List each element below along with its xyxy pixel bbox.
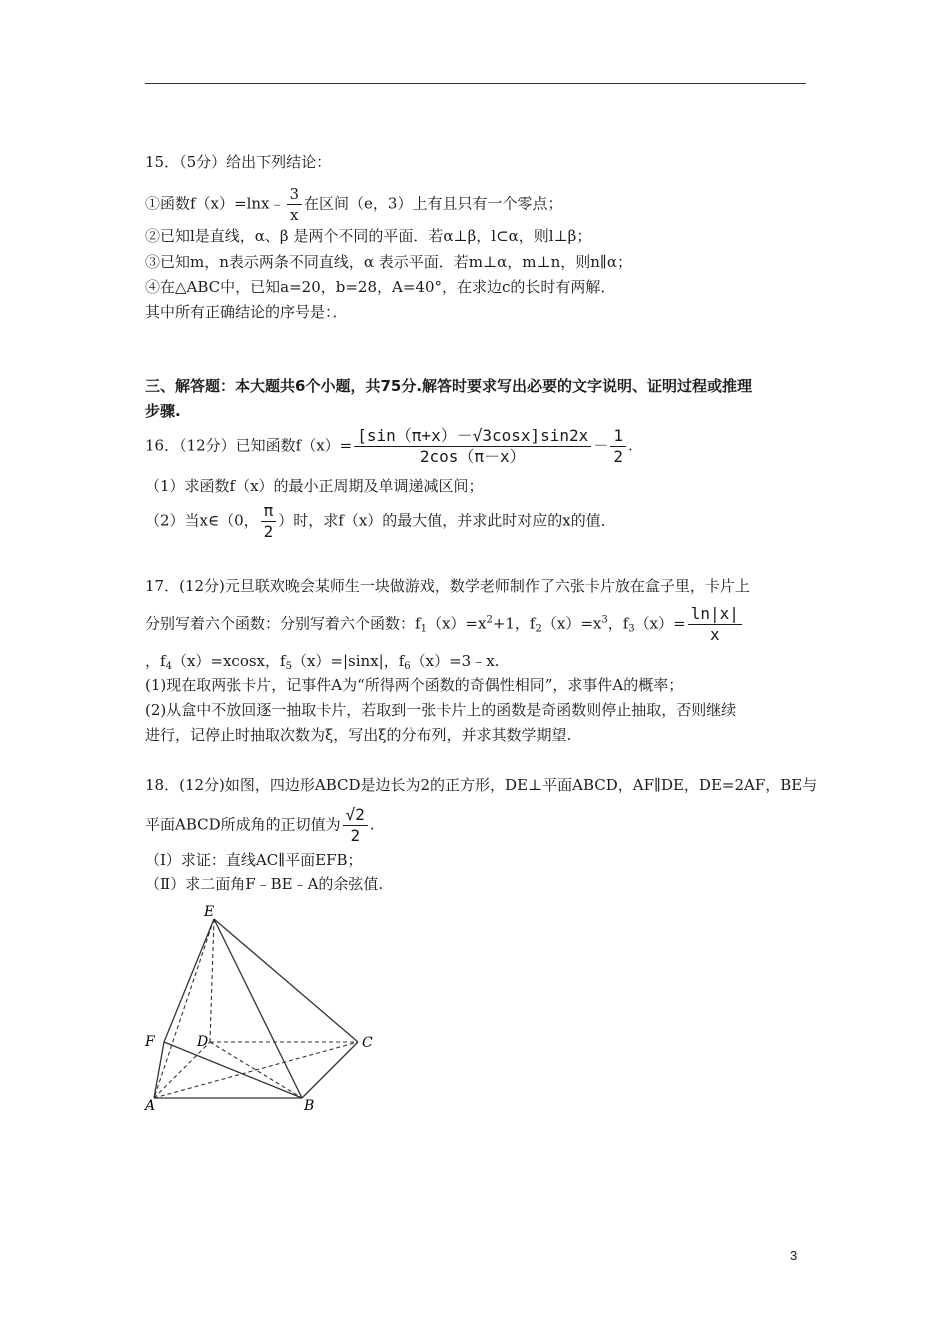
section-3-heading-line1: 三、解答题：本大题共6个小题，共75分.解答时要求写出必要的文字说明、证明过程或推理	[145, 377, 753, 395]
q16-part-2: （2）当x∈（0， $\frac{\pi}{2}$ ）时，求f（x）的最大值，并求此时对应的x的值．	[145, 501, 616, 541]
edge-fa	[154, 1042, 164, 1098]
q18-line-2: 平面ABCD所成角的正切值为 $\frac{√2}{2}$ .	[145, 805, 375, 845]
q15-statement-4: ④在△ABC中，已知a=20，b=28，A=40°，在求边c的长时有两解．	[145, 278, 616, 296]
fraction-pi-over-2: $\frac{\pi}{2}$	[261, 501, 277, 542]
edge-ef	[164, 919, 214, 1042]
label-b: B	[304, 1098, 315, 1114]
q15-statement-1: ①函数f（x）=lnx﹣ $\frac{3}{x}$ 在区间（e，3）上有且只有一个零点；	[145, 185, 563, 224]
q18-part-2: （Ⅱ）求二面角F﹣BE﹣A的余弦值.	[145, 875, 384, 893]
fraction-one-half: $\frac{1}{2}$	[610, 426, 626, 467]
q15-statement-2: ②已知l是直线，α、β 是两个不同的平面．若α⊥β，l⊂α，则l⊥β；	[145, 227, 592, 245]
q15-statement-3: ③已知m，n表示两条不同直线，α 表示平面．若m⊥α，m⊥n，则n∥α；	[145, 253, 632, 271]
edge-bc	[302, 1042, 358, 1098]
section-3-heading-line2: 步骤.	[145, 402, 181, 420]
fraction-sqrt2-over-2: $\frac{√2}{2}$	[343, 805, 368, 846]
q18-line-1: 18．(12分)如图，四边形ABCD是边长为2的正方形，DE⊥平面ABCD，AF∥DE，DE=2AF，BE与	[145, 776, 818, 794]
page-number: 3	[790, 1248, 798, 1263]
fraction-3-over-x: $\frac{3}{x}$	[287, 184, 303, 225]
q17-line-1: 17．(12分)元旦联欢晚会某师生一块做游戏，数学老师制作了六张卡片放在盒子里，卡片上	[145, 577, 750, 595]
label-a: A	[145, 1098, 156, 1114]
edge-ea-hidden	[154, 919, 214, 1098]
q17-part-2-line-2: 进行，记停止时抽取次数为ξ，写出ξ的分布列，并求其数学期望.	[145, 726, 572, 744]
q17-part-1: (1)现在取两张卡片，记事件A为“所得两个函数的奇偶性相同”，求事件A的概率；	[145, 676, 684, 694]
edge-ed-hidden	[210, 919, 214, 1042]
label-f: F	[145, 1034, 155, 1050]
q17-line-2: 分别写着六个函数：分别写着六个函数：$f_1(x)=x^2+1$，$f_2(x)=x^3$，$f_3(x)=$ $\frac{\ln|x|}{x}$	[145, 604, 744, 645]
q16-function-definition: 16．（12分）已知函数f（x）= $\frac{[\sin(\pi+x)-√3\cos x]\sin 2x}{2\cos(\pi-x)}$ － $\frac{1}{2}$ .	[145, 426, 633, 466]
q16-main-fraction: $\frac{[\sin(\pi+x)-√3\cos x]\sin 2x}{2\cos(\pi-x)}$	[354, 426, 591, 467]
label-d: D	[197, 1034, 209, 1050]
q17-line-3: ，$f_4(x)=xcosx$，$f_5(x)=|\sin x|$，$f_6(x)=3﹣x$.	[145, 652, 500, 672]
q18-part-1: （Ⅰ）求证：直线AC∥平面EFB；	[145, 851, 363, 869]
fraction-ln-abs-x-over-x: $\frac{\ln|x|}{x}$	[688, 604, 742, 645]
solid-geometry-figure	[140, 900, 390, 1120]
q15-heading: 15．（5分）给出下列结论：	[145, 153, 332, 171]
q15-question: 其中所有正确结论的序号是：．	[145, 303, 348, 321]
label-c: C	[362, 1035, 373, 1051]
header-rule	[145, 83, 806, 84]
edge-ec	[214, 919, 358, 1042]
q17-part-2-line-1: (2)从盒中不放回逐一抽取卡片，若取到一张卡片上的函数是奇函数则停止抽取，否则继续	[145, 701, 737, 719]
q16-part-1: （1）求函数f（x）的最小正周期及单调递减区间；	[145, 477, 484, 495]
label-e: E	[204, 904, 215, 920]
